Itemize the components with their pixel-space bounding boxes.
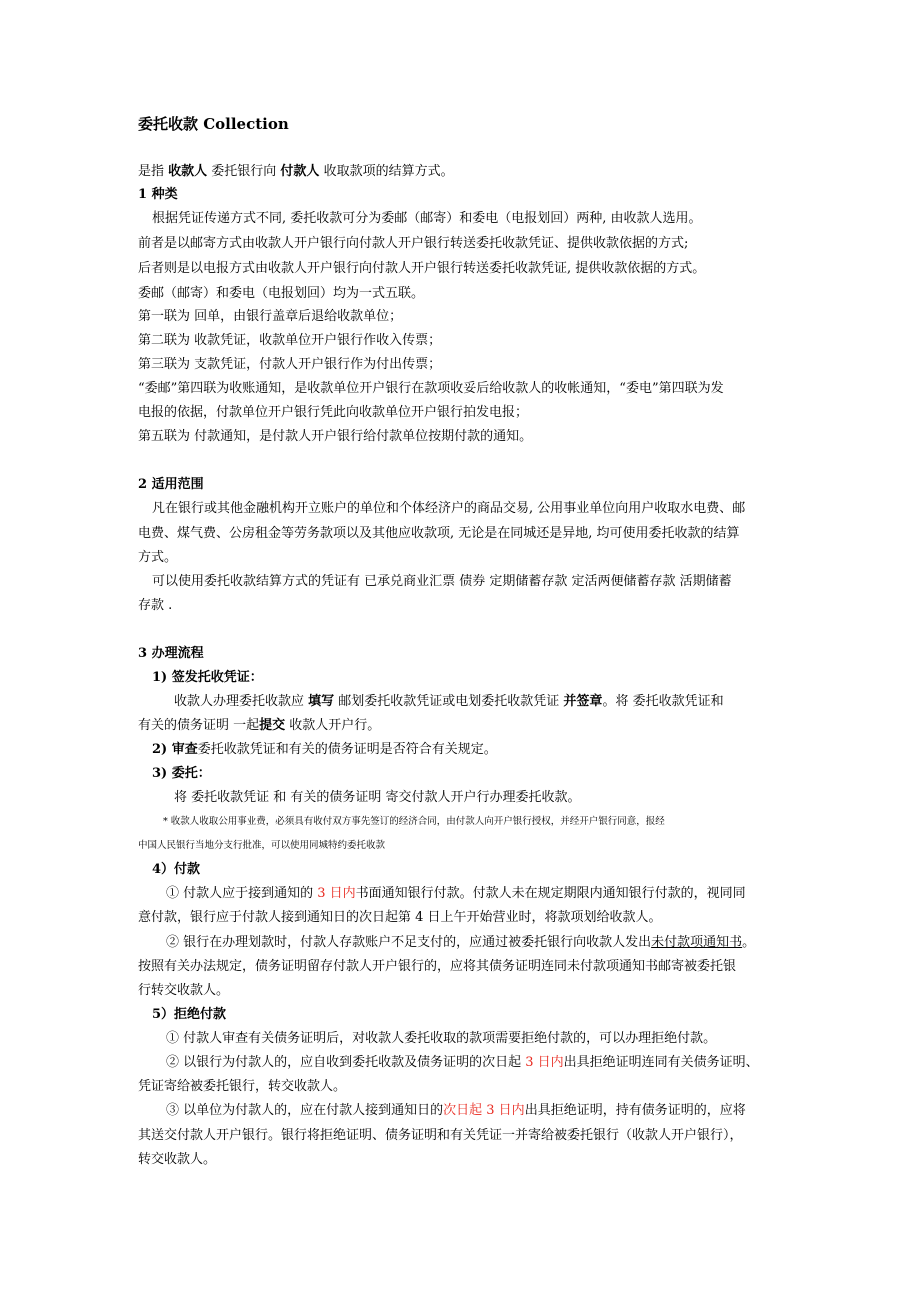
step-5-item-2-line-2: 凭证寄给被委托银行，转交收款人。 <box>138 1079 347 1094</box>
step-4-item-2-line-2: 按照有关办法规定，债务证明留存付款人开户银行的，应将其债务证明连同未付款项通知书邮寄被委托银 <box>138 959 737 974</box>
s2-line-2: 电费、煤气费、公房租金等劳务款项以及其他应收款项, 无论是在同城还是异地, 均可使用委托收款的结算 <box>138 526 740 541</box>
intro-line: 是指 收款人 委托银行向 付款人 收取款项的结算方式。 <box>138 164 454 179</box>
s2-line-3: 方式。 <box>138 550 178 565</box>
s1-line-7: 第三联为 支款凭证，付款人开户银行作为付出传票； <box>138 357 442 372</box>
s1-line-2: 前者是以邮寄方式由收款人开户银行向付款人开户银行转送委托收款凭证、提供收款依据的方式; <box>138 236 689 251</box>
s1-line-8: “委邮”第四联为收账通知，是收款单位开户银行在款项收妥后给收款人的收帐通知，“委电”第四联为发 <box>138 381 724 396</box>
step-5-item-3-line-2: 其送交付款人开户银行。银行将拒绝证明、债务证明和有关凭证一并寄给被委托银行（收款人开户银行）， <box>138 1128 743 1143</box>
s1-line-6: 第二联为 收款凭证，收款单位开户银行作收入传票； <box>138 333 442 348</box>
step-5-item-2-line-1: ② 以银行为付款人的，应自收到委托收款及债务证明的次日起 3 日内出具拒绝证明连同有关债务证明、 <box>166 1055 759 1070</box>
step-4-item-1-line-2: 意付款，银行应于付款人接到通知日的次日起第 4 日上午开始营业时，将款项划给收款人。 <box>138 910 662 925</box>
s1-line-10: 第五联为 付款通知，是付款人开户银行给付款单位按期付款的通知。 <box>138 429 533 444</box>
s1-line-3: 后者则是以电报方式由收款人开户银行向付款人开户银行转送委托收款凭证, 提供收款依据的方式。 <box>138 261 706 276</box>
s2-line-5: 存款 . <box>138 598 173 613</box>
step-5-item-3-line-1: ③ 以单位为付款人的，应在付款人接到通知日的次日起 3 日内出具拒绝证明，持有债务证明的，应将 <box>166 1103 746 1118</box>
step-4-item-1-line-1: ① 付款人应于接到通知的 3 日内书面通知银行付款。付款人未在规定期限内通知银行付款的，视同同 <box>166 886 746 901</box>
step-2-line: 2) 审查委托收款凭证和有关的债务证明是否符合有关规定。 <box>152 742 497 757</box>
s1-line-9: 电报的依据，付款单位开户银行凭此向收款单位开户银行拍发电报； <box>138 405 529 420</box>
step-4-item-2-line-3: 行转交收款人。 <box>138 983 230 998</box>
s2-line-4: 可以使用委托收款结算方式的凭证有 已承兑商业汇票 债券 定期储蓄存款 定活两便储蓄存款 活期储蓄 <box>152 574 732 589</box>
step-3-line: 将 委托收款凭证 和 有关的债务证明 寄交付款人开户行办理委托收款。 <box>174 790 581 805</box>
step-1-line-1: 收款人办理委托收款应 填写 邮划委托收款凭证或电划委托收款凭证 并签章。将 委托收款凭证和 <box>174 694 724 709</box>
s1-line-4: 委邮（邮寄）和委电（电报划回）均为一式五联。 <box>138 286 425 301</box>
section-2-heading: 2 适用范围 <box>138 477 204 492</box>
step-1-heading: 1) 签发托收凭证： <box>152 670 263 685</box>
step-1-line-2: 有关的债务证明 一起提交 收款人开户行。 <box>138 718 381 733</box>
step-3-heading: 3) 委托： <box>152 766 211 781</box>
step-5-item-1: ① 付款人审查有关债务证明后，对收款人委托收取的款项需要拒绝付款的，可以办理拒绝付款。 <box>166 1031 717 1046</box>
step-4-heading: 4）付款 <box>152 862 201 877</box>
note-line-1: * 收款人收取公用事业费，必须具有收付双方事先签订的经济合同，由付款人向开户银行授权，并经开户银行同意，报经 <box>163 816 665 827</box>
doc-title: 委托收款 Collection <box>138 115 289 133</box>
section-1-heading: 1 种类 <box>138 187 178 202</box>
note-line-2: 中国人民银行当地分支行批准，可以使用同城特约委托收款 <box>138 840 386 851</box>
s1-line-1: 根据凭证传递方式不同, 委托收款可分为委邮（邮寄）和委电（电报划回）两种, 由收款人选用。 <box>152 211 702 226</box>
step-5-item-3-line-3: 转交收款人。 <box>138 1152 217 1167</box>
s2-line-1: 凡在银行或其他金融机构开立账户的单位和个体经济户的商品交易, 公用事业单位向用户收取水电费、邮 <box>152 501 746 516</box>
step-4-item-2-line-1: ② 银行在办理划款时，付款人存款账户不足支付的，应通过被委托银行向收款人发出未付款项通知书。 <box>166 935 756 950</box>
s1-line-5: 第一联为 回单，由银行盖章后退给收款单位； <box>138 309 403 324</box>
section-3-heading: 3 办理流程 <box>138 646 204 661</box>
step-5-heading: 5）拒绝付款 <box>152 1007 227 1022</box>
